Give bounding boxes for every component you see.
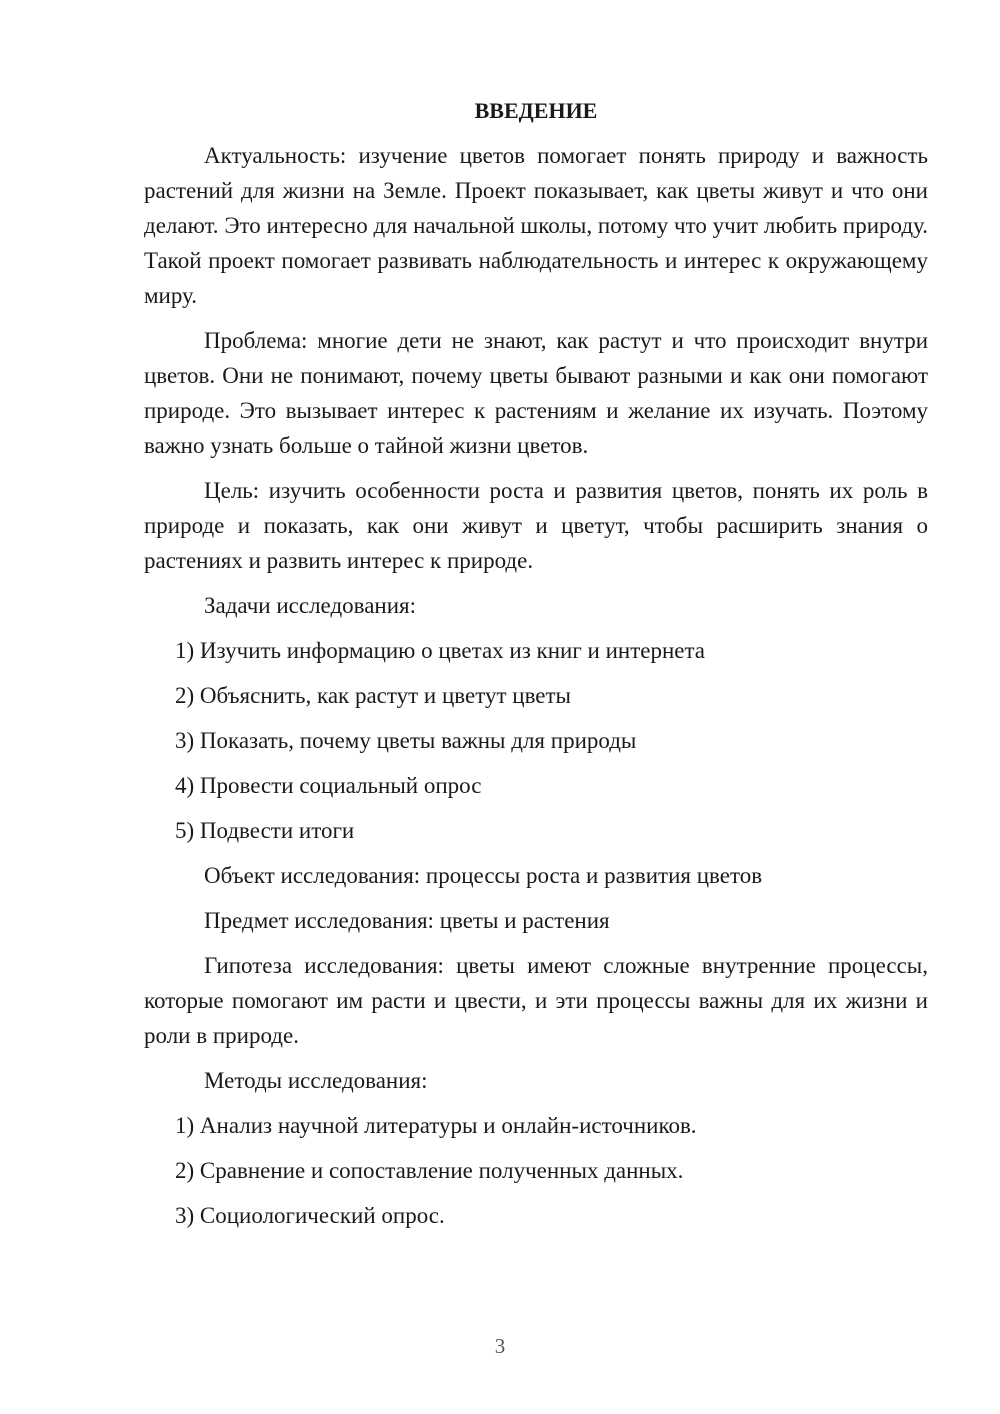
list-item: 4) Провести социальный опрос [175,773,482,798]
list-item: 1) Изучить информацию о цветах из книг и интернета [175,638,706,663]
list-item: 5) Подвести итоги [175,818,355,843]
tasks-label: Задачи исследования: [204,593,417,618]
methods-label: Методы исследования: [204,1068,428,1093]
list-item: 2) Сравнение и сопоставление полученных данных. [175,1158,684,1183]
goal-paragraph: Цель: изучить особенности роста и развития цветов, понять их роль в природе и показать, как они живут и цветут, чтобы расширить знания о растениях и развить интерес к природе. [144,478,928,573]
list-item: 3) Социологический опрос. [175,1203,445,1228]
page-number: 3 [494,1334,506,1358]
methods-list [144,1108,928,1233]
relevance-paragraph: Актуальность: изучение цветов помогает понять природу и важность растений для жизни на Земле. Проект показывает, как цветы живут и что они делают. Это интересно для начальной школы, потому что учит любить природу. Такой проект помогает развивать наблюдательность и интерес к окружающему миру. [144,143,928,308]
list-item: 3) Показать, почему цветы важны для природы [175,728,637,753]
list-item: 1) Анализ научной литературы и онлайн-источников. [175,1113,697,1138]
problem-paragraph: Проблема: многие дети не знают, как растут и что происходит внутри цветов. Они не понимают, почему цветы бывают разными и как они помогают природе. Это вызывает интерес к растениям и желание их изучать. Поэтому важно узнать больше о тайной жизни цветов. [144,328,928,458]
page-title: ВВЕДЕНИЕ [474,98,598,123]
list-item: 2) Объяснить, как растут и цветут цветы [175,683,572,708]
subject-line: Предмет исследования: цветы и растения [204,908,610,933]
document-page [144,96,928,1243]
hypothesis-paragraph: Гипотеза исследования: цветы имеют сложные внутренние процессы, которые помогают им расти и цвести, и эти процессы важны для их жизни и роли в природе. [144,953,928,1048]
tasks-list [144,633,928,848]
object-line: Объект исследования: процессы роста и развития цветов [204,863,763,888]
